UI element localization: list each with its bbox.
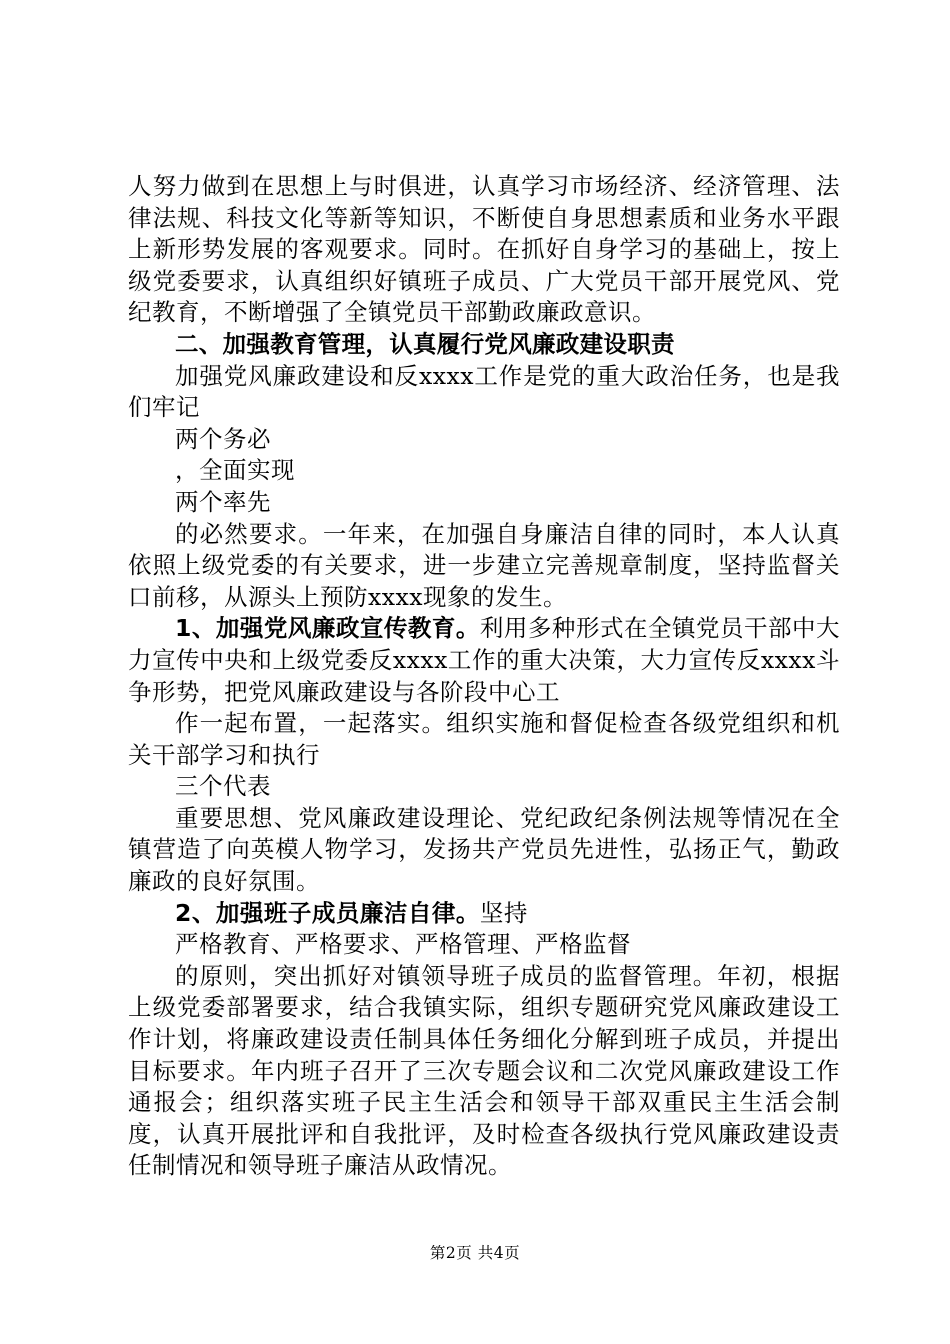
paragraph-text-11: 坚持: [479, 898, 528, 927]
section-heading: 二、加强教育管理，认真履行党风廉政建设职责: [175, 329, 675, 358]
paragraph-9: 三个代表: [175, 772, 271, 801]
page-number-footer: 第2页 共4页: [429, 1244, 521, 1262]
paragraph-3: 两个务必: [175, 424, 271, 453]
paragraph-5: 两个率先: [175, 487, 271, 516]
paragraph-13: 的原则，突出抓好对镇领导班子成员的监督管理。年初，根据上级党委部署要求，结合我镇实际，组织专题研究党风廉政建设工作计划，将廉政建设责任制具体任务细化分解到班子成员，并提出目标要求。年内班子召开了三次专题会议和二次党风廉政建设工作通报会；组织落实班子民主生活会和领导干部双重民主生活会制度，认真开展批评和自我批评，及时检查各级执行党风廉政建设责任制情况和领导班子廉洁从政情况。: [128, 961, 840, 1180]
paragraph-lead-1: 1、加强党风廉政宣传教育。: [175, 614, 480, 643]
paragraph-4: ，全面实现: [175, 456, 295, 485]
paragraph-2: 加强党风廉政建设和反xxxx工作是党的重大政治任务，也是我们牢记: [128, 361, 840, 422]
paragraph-10: 重要思想、党风廉政建设理论、党纪政纪条例法规等情况在全镇营造了向英模人物学习，发扬共产党员先进性，弘扬正气，勤政廉政的良好氛围。: [128, 803, 840, 896]
paragraph-11: [128, 898, 840, 930]
paragraph-8: 作一起布置，一起落实。组织实施和督促检查各级党组织和机关干部学习和执行: [128, 709, 840, 769]
paragraph-1: 人努力做到在思想上与时俱进，认真学习市场经济、经济管理、法律法规、科技文化等新等知识，不断使自身思想素质和业务水平跟上新形势发展的客观要求。同时。在抓好自身学习的基础上，按上级党委要求，认真组织好镇班子成员、广大党员干部开展党风、党纪教育，不断增强了全镇党员干部勤政廉政意识。: [128, 172, 840, 327]
paragraph-6: 的必然要求。一年来，在加强自身廉洁自律的同时，本人认真依照上级党委的有关要求，进一步建立完善规章制度，坚持监督关口前移，从源头上预防xxxx现象的发生。: [128, 519, 840, 611]
paragraph-lead-2: 2、加强班子成员廉洁自律。: [175, 898, 480, 927]
paragraph-12: 严格教育、严格要求、严格管理、严格监督: [175, 930, 631, 959]
paragraph-text-7: 利用多种形式在全镇党员干部中大力宣传中央和上级党委反xxxx工作的重大决策，大力宣传反xxxx斗争形势，把党风廉政建设与各阶段中心工: [128, 614, 840, 706]
paragraph-7: [128, 613, 840, 708]
document-body: [128, 171, 840, 1182]
